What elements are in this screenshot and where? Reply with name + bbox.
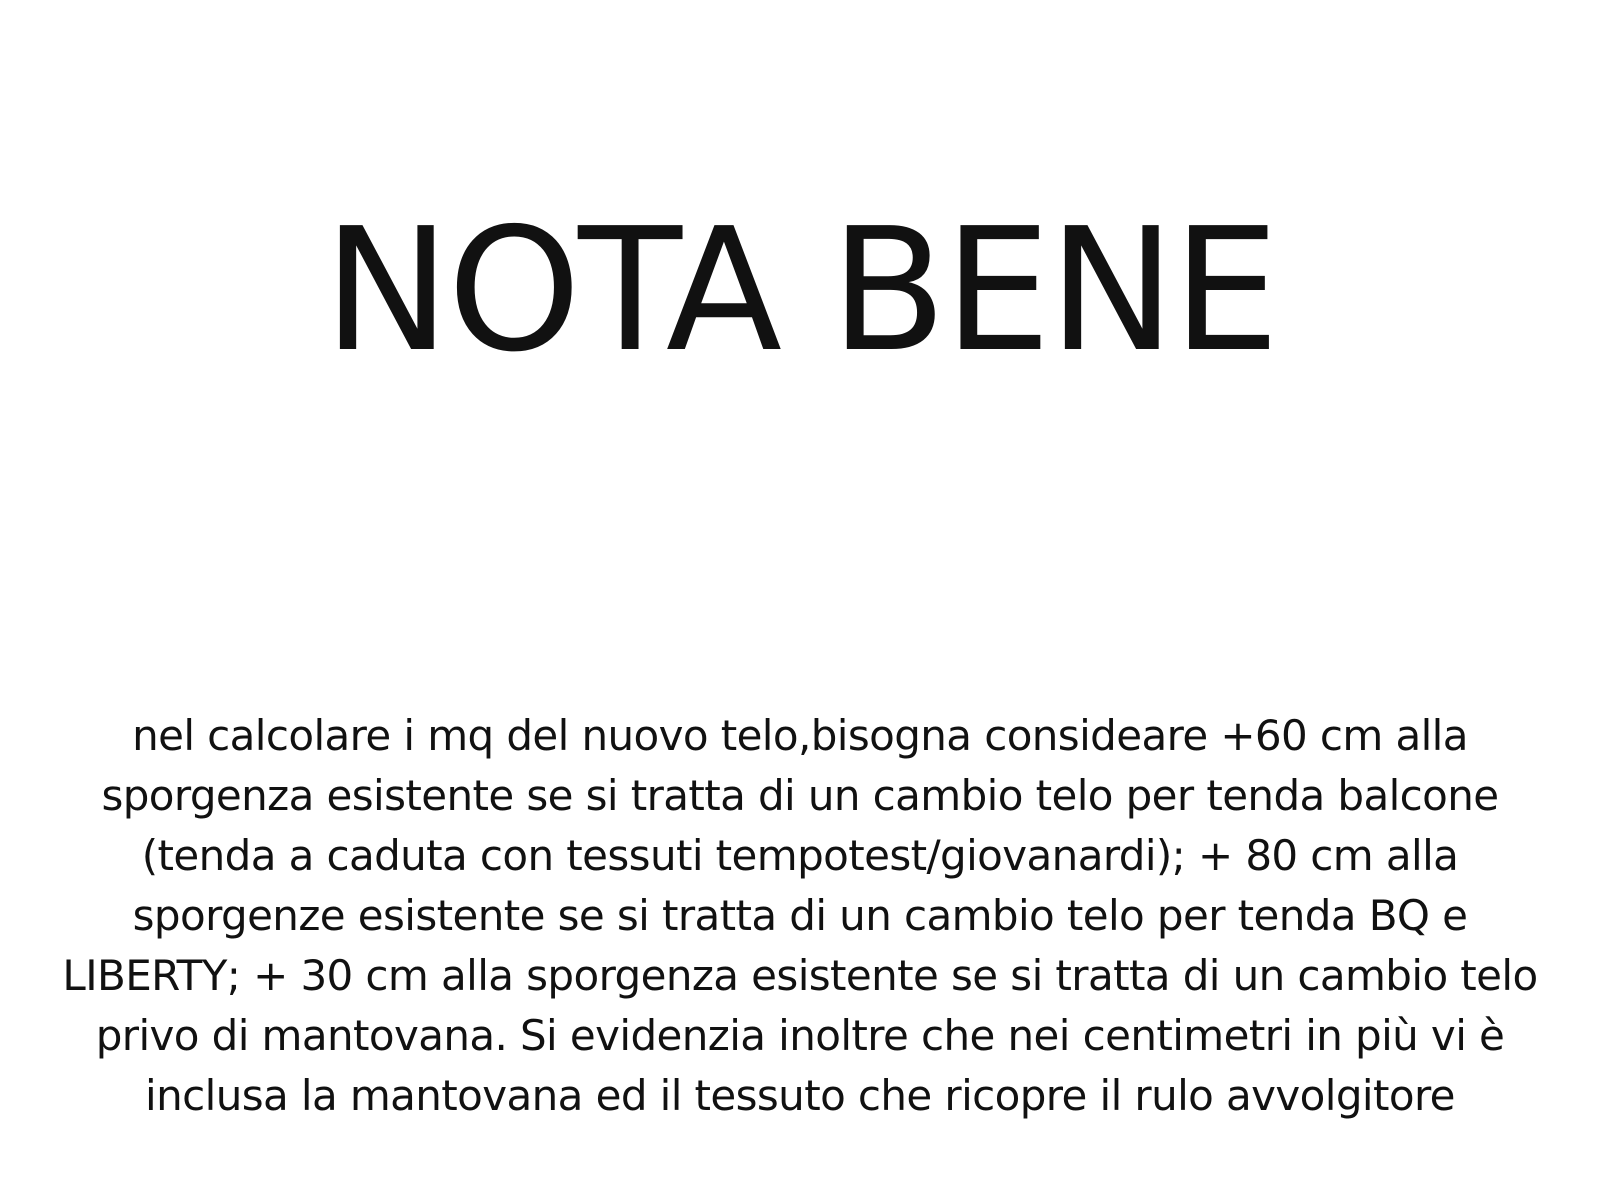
note-line: nel calcolare i mq del nuovo telo,bisogna consideare +60 cm alla — [132, 711, 1468, 760]
note-line: (tenda a caduta con tessuti tempotest/giovanardi); + 80 cm alla — [141, 831, 1459, 880]
note-line: sporgenza esistente se si tratta di un cambio telo per tenda balcone — [101, 771, 1499, 820]
note-line: privo di mantovana. Si evidenzia inoltre che nei centimetri in più vi è — [95, 1011, 1505, 1060]
note-paragraph — [0, 706, 1600, 1126]
page-title: NOTA BENE — [323, 192, 1277, 390]
note-line: inclusa la mantovana ed il tessuto che ricopre il rulo avvolgitore — [145, 1071, 1455, 1120]
note-line: sporgenze esistente se si tratta di un cambio telo per tenda BQ e — [132, 891, 1468, 940]
note-line: LIBERTY; + 30 cm alla sporgenza esistente se si tratta di un cambio telo — [62, 951, 1538, 1000]
